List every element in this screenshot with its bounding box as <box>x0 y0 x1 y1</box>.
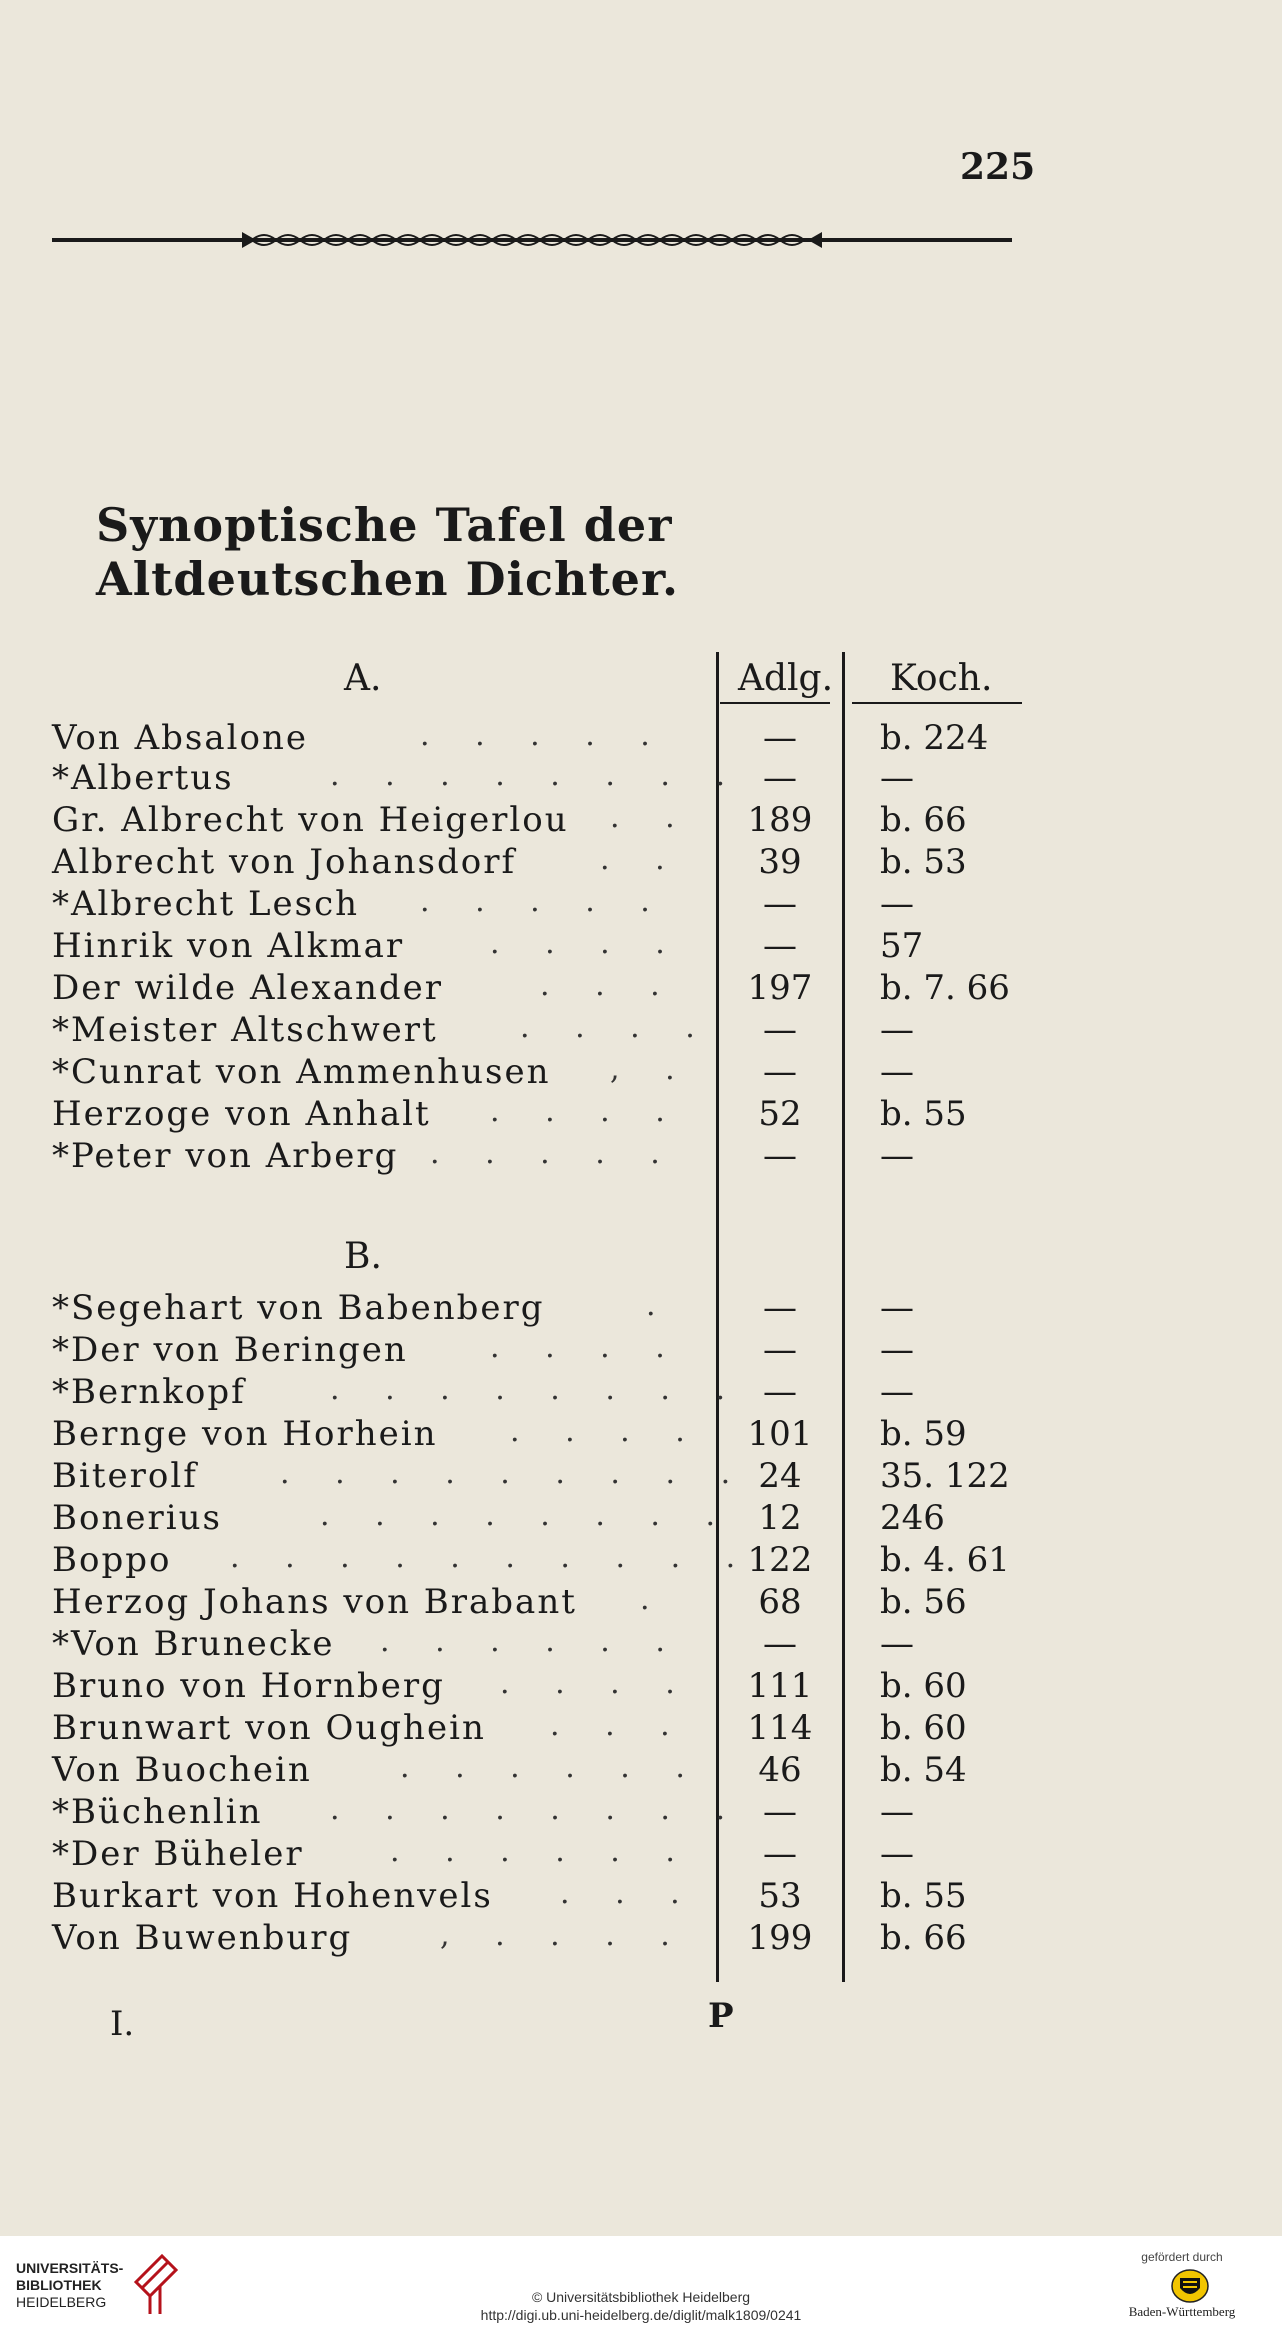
koch-value: — <box>880 1372 914 1412</box>
adlg-value: 39 <box>758 842 802 882</box>
table-row <box>0 1708 1282 1748</box>
poet-name: Der wilde Alexander <box>52 968 444 1008</box>
table-row <box>0 718 1282 758</box>
header-rule-adlg <box>720 702 830 704</box>
koch-value: b. 56 <box>880 1582 967 1622</box>
table-row <box>0 1288 1282 1328</box>
koch-value: b. 224 <box>880 718 989 758</box>
signature-mark: I. <box>110 2004 135 2044</box>
adlg-value: 101 <box>747 1414 813 1454</box>
viewer-footer <box>0 2236 1282 2332</box>
institution-line: HEIDELBERG <box>16 2294 107 2310</box>
table-row <box>0 1498 1282 1538</box>
koch-value: 35. 122 <box>880 1456 1010 1496</box>
copyright-text: © Universitätsbibliothek Heidelberg <box>531 2289 751 2305</box>
adlg-value: 189 <box>747 800 813 840</box>
leader-dots: . . . . <box>510 1414 703 1449</box>
leader-dots: . . . . . <box>420 884 668 919</box>
koch-value: b. 4. 61 <box>880 1540 1010 1580</box>
poet-name: Gr. Albrecht von Heigerlou <box>52 800 569 840</box>
leader-dots: . . . . . . . . <box>320 1498 734 1533</box>
adlg-value: 46 <box>758 1750 802 1790</box>
institution-line: UNIVERSITÄTS- <box>16 2260 124 2276</box>
table-row <box>0 1010 1282 1050</box>
poet-name: Biterolf <box>52 1456 198 1496</box>
adlg-value: 199 <box>747 1918 813 1958</box>
leader-dots: , . . . . <box>440 1918 688 1953</box>
leader-dots: . . . . . . <box>390 1834 693 1869</box>
leader-dots: . . . . . . . . . . <box>230 1540 754 1575</box>
koch-value: b. 55 <box>880 1876 967 1916</box>
koch-value: b. 55 <box>880 1094 967 1134</box>
poet-name: *Bernkopf <box>52 1372 246 1412</box>
column-header-adlg: Adlg. <box>738 658 834 699</box>
table-row <box>0 1414 1282 1454</box>
poet-name: Bernge von Horhein <box>52 1414 438 1454</box>
koch-value: — <box>880 1136 914 1176</box>
adlg-value: 53 <box>758 1876 802 1916</box>
leader-dots: , . <box>610 1052 693 1087</box>
koch-value: — <box>880 1288 914 1328</box>
koch-value: 246 <box>880 1498 945 1538</box>
adlg-value: — <box>763 1834 797 1874</box>
funder-name: Baden-Württemberg <box>1128 2304 1236 2319</box>
table-row <box>0 884 1282 924</box>
leader-dots: . . . <box>550 1708 688 1743</box>
koch-value: — <box>880 1052 914 1092</box>
table-row <box>0 1094 1282 1134</box>
koch-value: — <box>880 758 914 798</box>
table-row <box>0 1330 1282 1370</box>
page-number: 225 <box>960 146 1036 188</box>
poet-name: Albrecht von Johansdorf <box>52 842 517 882</box>
table-row <box>0 1372 1282 1412</box>
adlg-value: — <box>763 1288 797 1328</box>
page-title: Synoptische Tafel der Altdeutschen Dichter. <box>96 498 679 606</box>
leader-dots: . . . . <box>490 926 683 961</box>
koch-value: — <box>880 884 914 924</box>
leader-dots: . . . . <box>520 1010 713 1045</box>
poet-name: *Segehart von Babenberg <box>52 1288 545 1328</box>
adlg-value: — <box>763 1792 797 1832</box>
table-row <box>0 800 1282 840</box>
poet-name: Boppo <box>52 1540 172 1580</box>
koch-value: b. 60 <box>880 1708 967 1748</box>
ornament-rule <box>52 228 1012 252</box>
permalink[interactable]: http://digi.ub.uni-heidelberg.de/diglit/malk1809/0241 <box>480 2307 802 2323</box>
koch-value: b. 53 <box>880 842 967 882</box>
table-row <box>0 1792 1282 1832</box>
poet-name: *Albertus <box>52 758 234 798</box>
koch-value: — <box>880 1010 914 1050</box>
poet-name: Hinrik von Alkmar <box>52 926 405 966</box>
adlg-value: — <box>763 758 797 798</box>
copyright-notice <box>0 2288 1282 2324</box>
institution-line: BIBLIOTHEK <box>16 2277 102 2293</box>
adlg-value: 114 <box>747 1708 813 1748</box>
adlg-value: — <box>763 718 797 758</box>
poet-name: *Albrecht Lesch <box>52 884 360 924</box>
koch-value: b. 66 <box>880 800 967 840</box>
section-letter-b: B. <box>344 1236 382 1277</box>
leader-dots: . . . . <box>500 1666 693 1701</box>
koch-value: — <box>880 1792 914 1832</box>
koch-value: b. 60 <box>880 1666 967 1706</box>
poet-name: *Cunrat von Ammenhusen <box>52 1052 551 1092</box>
table-row <box>0 1624 1282 1664</box>
koch-value: — <box>880 1330 914 1370</box>
adlg-value: 24 <box>758 1456 802 1496</box>
leader-dots: . . . . . . <box>400 1750 703 1785</box>
poet-name: *Büchenlin <box>52 1792 263 1832</box>
adlg-value: — <box>763 1624 797 1664</box>
leader-dots: . . . . . . . . . <box>280 1456 749 1491</box>
table-row <box>0 1456 1282 1496</box>
koch-value: 57 <box>880 926 924 966</box>
table-row <box>0 1136 1282 1176</box>
baden-wuerttemberg-crest-icon <box>1170 2268 1210 2304</box>
poet-name: *Meister Altschwert <box>52 1010 438 1050</box>
section-letter-a: A. <box>344 658 382 699</box>
leader-dots: . . . . . <box>430 1136 678 1171</box>
leader-dots: . . . <box>560 1876 698 1911</box>
adlg-value: — <box>763 926 797 966</box>
poet-name: *Peter von Arberg <box>52 1136 399 1176</box>
leader-dots: . <box>640 1582 668 1617</box>
table-row <box>0 1582 1282 1622</box>
table-row <box>0 1666 1282 1706</box>
poet-name: Bonerius <box>52 1498 222 1538</box>
adlg-value: — <box>763 1010 797 1050</box>
adlg-value: 68 <box>758 1582 802 1622</box>
table-row <box>0 842 1282 882</box>
table-row <box>0 1052 1282 1092</box>
koch-value: — <box>880 1624 914 1664</box>
poet-name: Von Buwenburg <box>52 1918 353 1958</box>
koch-value: b. 66 <box>880 1918 967 1958</box>
leader-dots: . . . . . . . . <box>330 758 744 793</box>
adlg-value: — <box>763 1052 797 1092</box>
poet-name: *Von Brunecke <box>52 1624 335 1664</box>
leader-dots: . . <box>610 800 693 835</box>
leader-dots: . . . . . . <box>380 1624 683 1659</box>
table-row <box>0 1876 1282 1916</box>
adlg-value: — <box>763 1330 797 1370</box>
adlg-value: — <box>763 1372 797 1412</box>
koch-value: b. 59 <box>880 1414 967 1454</box>
adlg-value: 12 <box>758 1498 802 1538</box>
koch-value: — <box>880 1834 914 1874</box>
poet-name: *Der Büheler <box>52 1834 304 1874</box>
table-row <box>0 758 1282 798</box>
custos-letter: P <box>708 1996 734 2036</box>
poet-name: Von Absalone <box>52 718 309 758</box>
adlg-value: 52 <box>758 1094 802 1134</box>
column-header-koch: Koch. <box>890 658 993 699</box>
table-row <box>0 1540 1282 1580</box>
leader-dots: . . . <box>540 968 678 1003</box>
leader-dots: . <box>646 1288 674 1323</box>
header-rule-koch <box>852 702 1022 704</box>
poet-name: Bruno von Hornberg <box>52 1666 445 1706</box>
leader-dots: . . <box>600 842 683 877</box>
poet-name: *Der von Beringen <box>52 1330 408 1370</box>
adlg-value: — <box>763 884 797 924</box>
poet-name: Herzoge von Anhalt <box>52 1094 431 1134</box>
table-row <box>0 968 1282 1008</box>
leader-dots: . . . . . . . . <box>330 1792 744 1827</box>
koch-value: b. 7. 66 <box>880 968 1010 1008</box>
leader-dots: . . . . . <box>420 718 668 753</box>
adlg-value: 111 <box>747 1666 813 1706</box>
leader-dots: . . . . . . . . <box>330 1372 744 1407</box>
poet-name: Herzog Johans von Brabant <box>52 1582 577 1622</box>
leader-dots: . . . . <box>490 1094 683 1129</box>
adlg-value: 122 <box>747 1540 813 1580</box>
adlg-value: 197 <box>747 968 813 1008</box>
funded-by-label: gefördert durch <box>1141 2250 1223 2264</box>
table-row <box>0 1834 1282 1874</box>
table-row <box>0 1750 1282 1790</box>
koch-value: b. 54 <box>880 1750 967 1790</box>
leader-dots: . . . . <box>490 1330 683 1365</box>
table-row <box>0 926 1282 966</box>
poet-name: Von Buochein <box>52 1750 312 1790</box>
poet-name: Burkart von Hohenvels <box>52 1876 493 1916</box>
poet-name: Brunwart von Oughein <box>52 1708 486 1748</box>
table-row <box>0 1918 1282 1958</box>
adlg-value: — <box>763 1136 797 1176</box>
